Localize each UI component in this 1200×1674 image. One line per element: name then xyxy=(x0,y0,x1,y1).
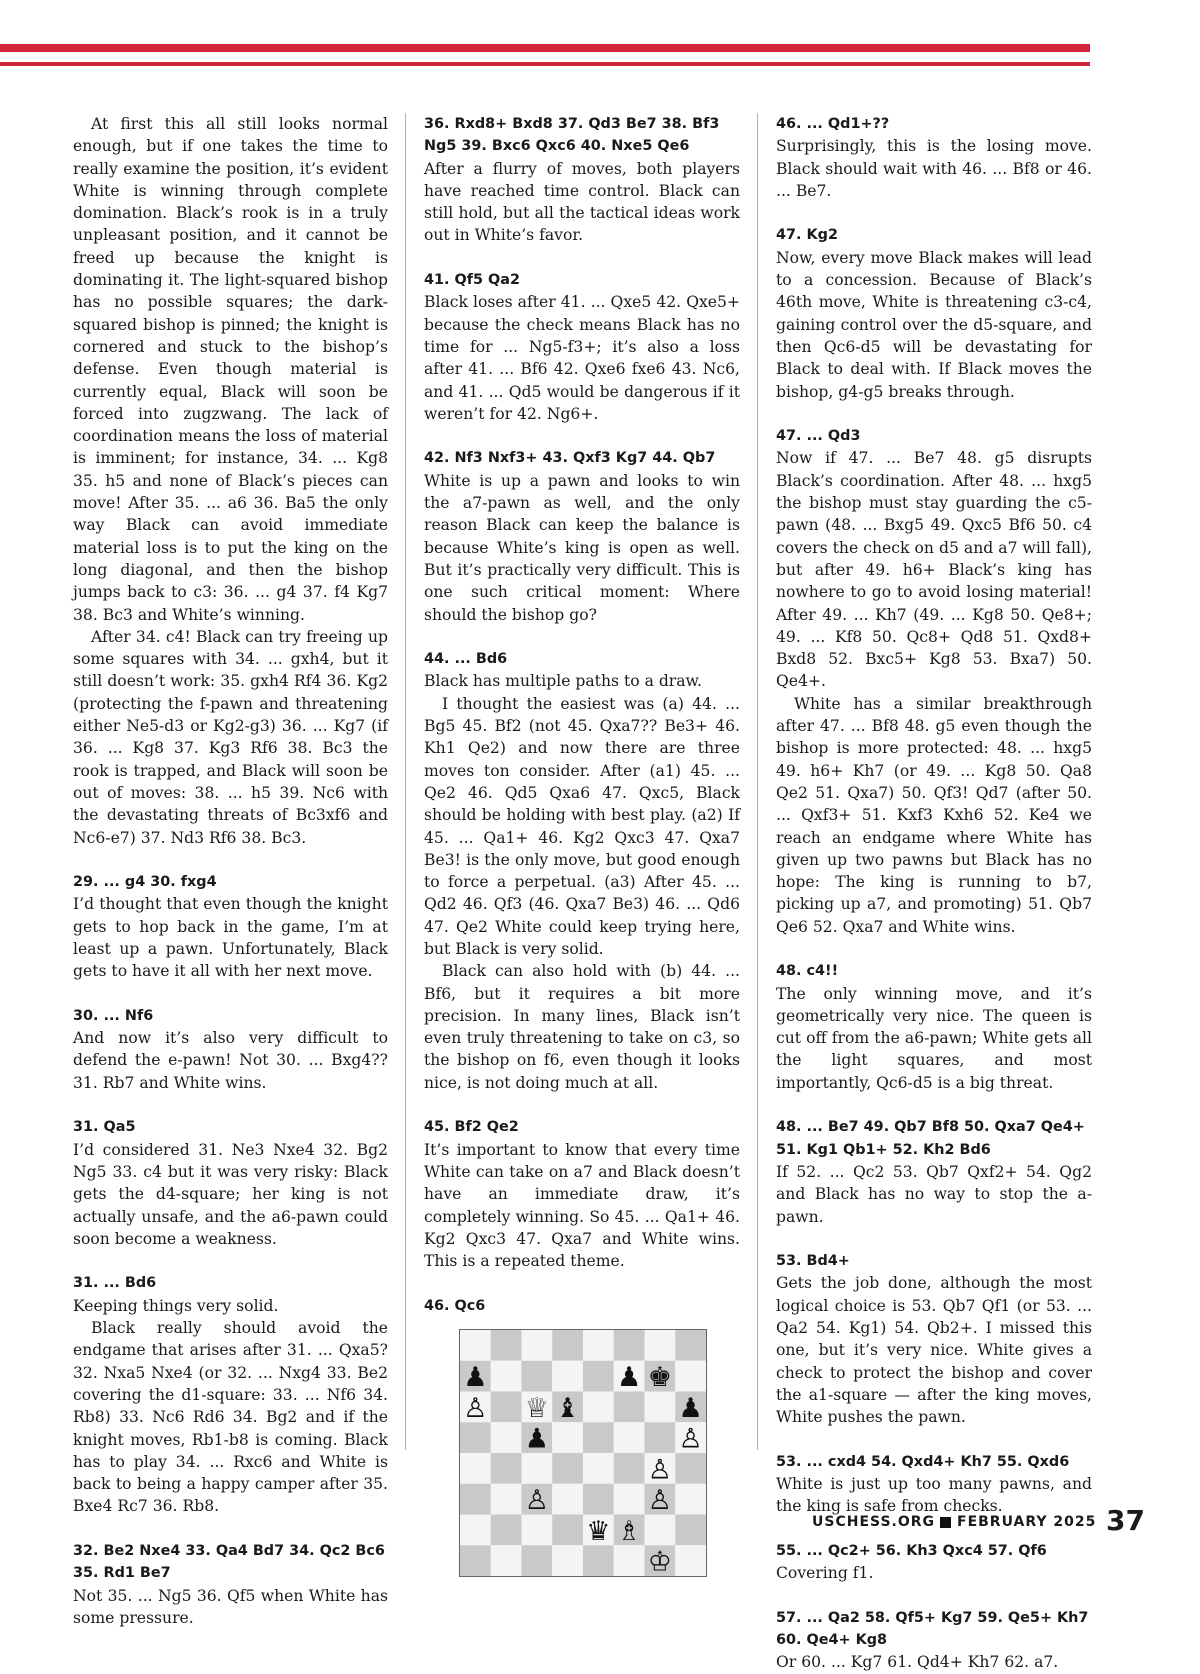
board-square xyxy=(522,1545,553,1576)
paragraph: White is just up too many pawns, and the king is safe from checks. xyxy=(776,1475,1092,1516)
column-rule-right xyxy=(757,113,758,1450)
paragraph: Black really should avoid the endgame that arises after 31. ... Qxa5? 32. Nxa5 Nxe4 (or 32. ... Nxg4 33. Be2 covering the d1-square: 33. ... Nf6 34. Rb8) 33. Nc6 Rd6 34. Bg2 and if the knight moves, Rb1-b8 is coming. Black has to play 34. ... Rxc6 and White is back to being a happy camper after 35. Bxe4 Rc7 36. Rb8. xyxy=(73,1319,388,1516)
board-square xyxy=(645,1515,676,1546)
board-square xyxy=(460,1453,491,1484)
board-square xyxy=(552,1484,583,1515)
chess-piece-icon: ♛ xyxy=(586,1515,611,1547)
board-square xyxy=(460,1422,491,1453)
paragraph: White is up a pawn and looks to win the a7-pawn as well, and the only reason Black can keep the balance is because White’s king is open as well. But it’s practically very difficult. This is one such critical moment: Where should the bishop go? xyxy=(424,471,740,624)
chess-piece-icon: ♕ xyxy=(524,1392,549,1424)
paragraph: Gets the job done, although the most logical choice is 53. Qb7 Qf1 (or 53. ... Qa2 54. Kg1) 54. Qb2+. I missed this one, but it’s very nice. White gives a check to protect the bishop and cover the a1-square — after the king moves, White pushes the pawn. xyxy=(776,1274,1092,1427)
chess-piece-icon: ♟ xyxy=(678,1392,703,1424)
board-square xyxy=(583,1484,614,1515)
board-square xyxy=(491,1422,522,1453)
column-2 xyxy=(424,113,740,1577)
board-square xyxy=(522,1330,553,1361)
move-heading: 57. ... Qa2 58. Qf5+ Kg7 59. Qe5+ Kh7 60. Qe4+ Kg8 xyxy=(776,1609,1089,1649)
board-square xyxy=(491,1453,522,1484)
board-square xyxy=(460,1330,491,1361)
page-footer xyxy=(812,1504,1145,1538)
chess-piece-icon: ♝ xyxy=(555,1392,580,1424)
board-square xyxy=(552,1453,583,1484)
board-square xyxy=(491,1545,522,1576)
chess-piece-icon: ♙ xyxy=(647,1485,672,1517)
board-square xyxy=(645,1392,676,1423)
paragraph: After a flurry of moves, both players have reached time control. Black can still hold, but all the tactical ideas work out in White’s favor. xyxy=(424,159,740,245)
move-heading: 53. Bd4+ xyxy=(776,1253,850,1270)
board-square xyxy=(583,1330,614,1361)
board-square xyxy=(614,1392,645,1423)
board-square xyxy=(614,1422,645,1453)
footer-site: USCHESS.ORG xyxy=(812,1514,936,1530)
move-heading: 42. Nf3 Nxf3+ 43. Qxf3 Kg7 44. Qb7 xyxy=(424,450,716,467)
board-square xyxy=(583,1545,614,1576)
move-heading: 41. Qf5 Qa2 xyxy=(424,272,520,289)
header-stripe-top xyxy=(0,44,1090,52)
board-square xyxy=(491,1392,522,1423)
move-heading: 48. ... Be7 49. Qb7 Bf8 50. Qxa7 Qe4+ 51. Kg1 Qb1+ 52. Kh2 Bd6 xyxy=(776,1119,1085,1158)
board-square xyxy=(460,1515,491,1546)
board-square xyxy=(614,1453,645,1484)
board-square xyxy=(491,1484,522,1515)
board-square xyxy=(460,1545,491,1576)
move-heading: 30. ... Nf6 xyxy=(73,1007,154,1024)
chess-piece-icon: ♔ xyxy=(647,1546,672,1577)
paragraph: If 52. ... Qc2 53. Qb7 Qxf2+ 54. Qg2 and Black has no way to stop the a-pawn. xyxy=(776,1162,1092,1226)
page-number: 37 xyxy=(1106,1504,1145,1537)
move-heading: 47. ... Qd3 xyxy=(776,428,861,445)
board-square xyxy=(583,1422,614,1453)
board-square xyxy=(675,1484,706,1515)
paragraph: Not 35. ... Ng5 36. Qf5 when White has some pressure. xyxy=(73,1586,388,1627)
chess-piece-icon: ♚ xyxy=(647,1362,672,1394)
board-square xyxy=(583,1392,614,1423)
board-square xyxy=(522,1515,553,1546)
board-square xyxy=(614,1545,645,1576)
move-heading: 36. Rxd8+ Bxd8 37. Qd3 Be7 38. Bf3 Ng5 39. Bxc6 Qxc6 40. Nxe5 Qe6 xyxy=(424,116,720,155)
paragraph: Keeping things very solid. xyxy=(73,1296,279,1315)
chess-piece-icon: ♙ xyxy=(647,1454,672,1486)
board-square xyxy=(583,1361,614,1392)
move-heading: 48. c4!! xyxy=(776,963,839,980)
paragraph: Now if 47. ... Be7 48. g5 disrupts Black’s coordination. After 48. ... hxg5 the bishop must stay guarding the c5-pawn (48. ... Bxg5 49. Qxc5 Bf6 50. c4 covers the check on d5 and a7 will fall), but after 49. h6+ Black’s king has nowhere to go to avoid losing material! After 49. ... Kh7 (49. ... Kg8 50. Qe8+; 49. ... Kf8 50. Qc8+ Qd8 51. Qxd8+ Bxd8 52. Bxc5+ Kg8 53. Bxa7) 50. Qe4+. xyxy=(776,449,1092,691)
paragraph: Covering f1. xyxy=(776,1564,874,1583)
paragraph: Or 60. ... Kg7 61. Qd4+ Kh7 62. a7. xyxy=(776,1653,1059,1672)
board-square xyxy=(522,1361,553,1392)
move-heading: 31. ... Bd6 xyxy=(73,1275,157,1292)
board-square xyxy=(675,1453,706,1484)
column-1 xyxy=(73,113,388,1629)
paragraph: I’d considered 31. Ne3 Nxe4 32. Bg2 Ng5 33. c4 but it was very risky: Black gets the d4-square; her king is not actually unsafe, and the a6-pawn could soon become a weakness. xyxy=(73,1140,388,1248)
board-square xyxy=(675,1330,706,1361)
paragraph: It’s important to know that every time White can take on a7 and Black doesn’t have an immediate draw, it’s completely winning. So 45. ... Qa1+ 46. Kg2 Qxc3 47. Qxa7 and White wins. This is a repeated theme. xyxy=(424,1140,740,1271)
paragraph: I thought the easiest was (a) 44. ... Bg5 45. Bf2 (not 45. Qxa7?? Be3+ 46. Kh1 Qe2) and now there are three moves ton consider. After (a1) 45. ... Qe2 46. Qd5 Qxa6 47. Qxc5, Black should be holding with best play. (a2) If 45. ... Qa1+ 46. Kg2 Qxc3 47. Qxa7 Be3! is the only move, but good enough to force a perpetual. (a3) After 45. ... Qd2 46. Qf3 (46. Qxa7 Be3) 46. ... Qd6 47. Qe2 White could keep trying here, but Black is very solid. xyxy=(424,694,740,958)
column-rule-left xyxy=(405,113,406,1450)
column-3 xyxy=(776,113,1092,1674)
board-square xyxy=(614,1484,645,1515)
chess-piece-icon: ♟ xyxy=(524,1423,549,1455)
board-square xyxy=(491,1330,522,1361)
move-heading: 55. ... Qc2+ 56. Kh3 Qxc4 57. Qf6 xyxy=(776,1543,1047,1559)
board-square xyxy=(552,1515,583,1546)
paragraph: The only winning move, and it’s geometrically very nice. The queen is cut off from the a6-pawn; White gets all the light squares, and most importantly, Qc6-d5 is a big threat. xyxy=(776,984,1092,1092)
board-square xyxy=(614,1330,645,1361)
chess-piece-icon: ♙ xyxy=(524,1485,549,1517)
board-square xyxy=(552,1330,583,1361)
board-square xyxy=(552,1545,583,1576)
header-stripe-bottom xyxy=(0,62,1090,66)
board-square xyxy=(522,1453,553,1484)
move-heading: 32. Be2 Nxe4 33. Qa4 Bd7 34. Qc2 Bc6 35. Rd1 Be7 xyxy=(73,1543,385,1582)
board-square xyxy=(552,1422,583,1453)
move-heading: 29. ... g4 30. fxg4 xyxy=(73,874,217,891)
paragraph: Now, every move Black makes will lead to a concession. Because of Black’s 46th move, White is threatening c3-c4, gaining control over the d5-square, and then Qc6-d5 will be devastating for Black to deal with. If Black moves the bishop, g4-g5 breaks through. xyxy=(776,248,1092,401)
move-heading: 46. ... Qd1+?? xyxy=(776,116,890,132)
paragraph: Black has multiple paths to a draw. xyxy=(424,672,703,691)
footer-issue-date: FEBRUARY 2025 xyxy=(957,1514,1097,1530)
paragraph: I’d thought that even though the knight gets to hop back in the game, I’m at least up a pawn. Unfortunately, Black gets to have it all with her next move. xyxy=(73,895,388,981)
move-heading: 44. ... Bd6 xyxy=(424,651,508,668)
paragraph: Black loses after 41. ... Qxe5 42. Qxe5+ because the check means Black has no time for ... Ng5-f3+; it’s also a loss after 41. ... Bf6 42. Qxe6 fxe6 43. Nc6, and 41. ... Qd5 would be dangerous if it weren’t for 42. Ng6+. xyxy=(424,293,740,423)
board-square xyxy=(583,1453,614,1484)
move-heading: 31. Qa5 xyxy=(73,1119,136,1136)
board-square xyxy=(491,1515,522,1546)
move-heading: 46. Qc6 xyxy=(424,1297,486,1314)
move-heading: 53. ... cxd4 54. Qxd4+ Kh7 55. Qxd6 xyxy=(776,1453,1070,1470)
board-square xyxy=(675,1361,706,1392)
board-square xyxy=(675,1515,706,1546)
board-square xyxy=(645,1422,676,1453)
chess-piece-icon: ♙ xyxy=(463,1392,488,1424)
board-square xyxy=(552,1361,583,1392)
square-bullet-icon xyxy=(940,1517,951,1528)
paragraph: At first this all still looks normal enough, but if one takes the time to really examine the position, it’s evident White is winning through complete domination. Black’s rook is in a truly unpleasant position, and it cannot be freed up because the knight is dominating it. The light-squared bishop has no possible squares; the dark-squared bishop is pinned; the knight is cornered and stuck to the bishop’s defense. Even though material is currently equal, Black will soon be forced into zugzwang. The lack of coordination means the loss of material is imminent; for instance, 34. ... Kg8 35. h5 and none of Black’s pieces can move! After 35. ... a6 36. Ba5 the only way Black can avoid immediate material loss is to put the king on the long diagonal, and then the bishop jumps back to c3: 36. ... g4 37. f4 Kg7 38. Bc3 and White’s winning. xyxy=(73,115,388,624)
paragraph: Black can also hold with (b) 44. ... Bf6, but it requires a bit more precision. In many lines, Black isn’t even truly threatening to take on c3, so the bishop on f6, even though it looks nice, is not doing much at all. xyxy=(424,962,740,1092)
move-heading: 45. Bf2 Qe2 xyxy=(424,1119,519,1136)
chess-piece-icon: ♟ xyxy=(617,1362,642,1394)
move-heading: 47. Kg2 xyxy=(776,227,838,244)
board-square xyxy=(645,1330,676,1361)
chess-piece-icon: ♗ xyxy=(617,1515,642,1547)
paragraph: And now it’s also very difficult to defend the e-pawn! Not 30. ... Bxg4?? 31. Rb7 and White wins. xyxy=(73,1029,388,1092)
paragraph: Surprisingly, this is the losing move. Black should wait with 46. ... Bf8 or 46. ... Be7. xyxy=(776,137,1092,200)
chess-piece-icon: ♙ xyxy=(678,1423,703,1455)
chess-diagram xyxy=(459,1329,707,1577)
chess-piece-icon: ♟ xyxy=(463,1362,488,1394)
board-square xyxy=(460,1484,491,1515)
paragraph: White has a similar breakthrough after 47. ... Bf8 48. g5 even though the bishop is more protected: 48. ... hxg5 49. h6+ Kh7 (or 49. ... Kg8 50. Qa8 Qe2 51. Qxa7) 50. Qf3! Qd7 (after 50. ... Qxf3+ 51. Kxf3 Kxh6 52. Ke4 we reach an endgame where White has given up two pawns but Black has no hope: The king is running to b7, picking up a7, and promoting) 51. Qb7 Qe6 52. Qxa7 and White wins. xyxy=(776,694,1092,936)
paragraph: After 34. c4! Black can try freeing up some squares with 34. ... gxh4, but it still doesn’t work: 35. gxh4 Rf4 36. Kg2 (protecting the f-pawn and threatening either Ne5-d3 or Kg2-g3) 36. ... Kg7 (if 36. ... Kg8 37. Kg3 Rf6 38. Bc3 the rook is trapped, and Black will soon be out of moves: 38. ... h5 39. Nc6 with the devastating threats of Bc3xf6 and Nc6-e7) 37. Nd3 Rf6 38. Bc3. xyxy=(73,627,388,847)
board-square xyxy=(491,1361,522,1392)
chess-board xyxy=(460,1330,706,1576)
board-square xyxy=(675,1545,706,1576)
